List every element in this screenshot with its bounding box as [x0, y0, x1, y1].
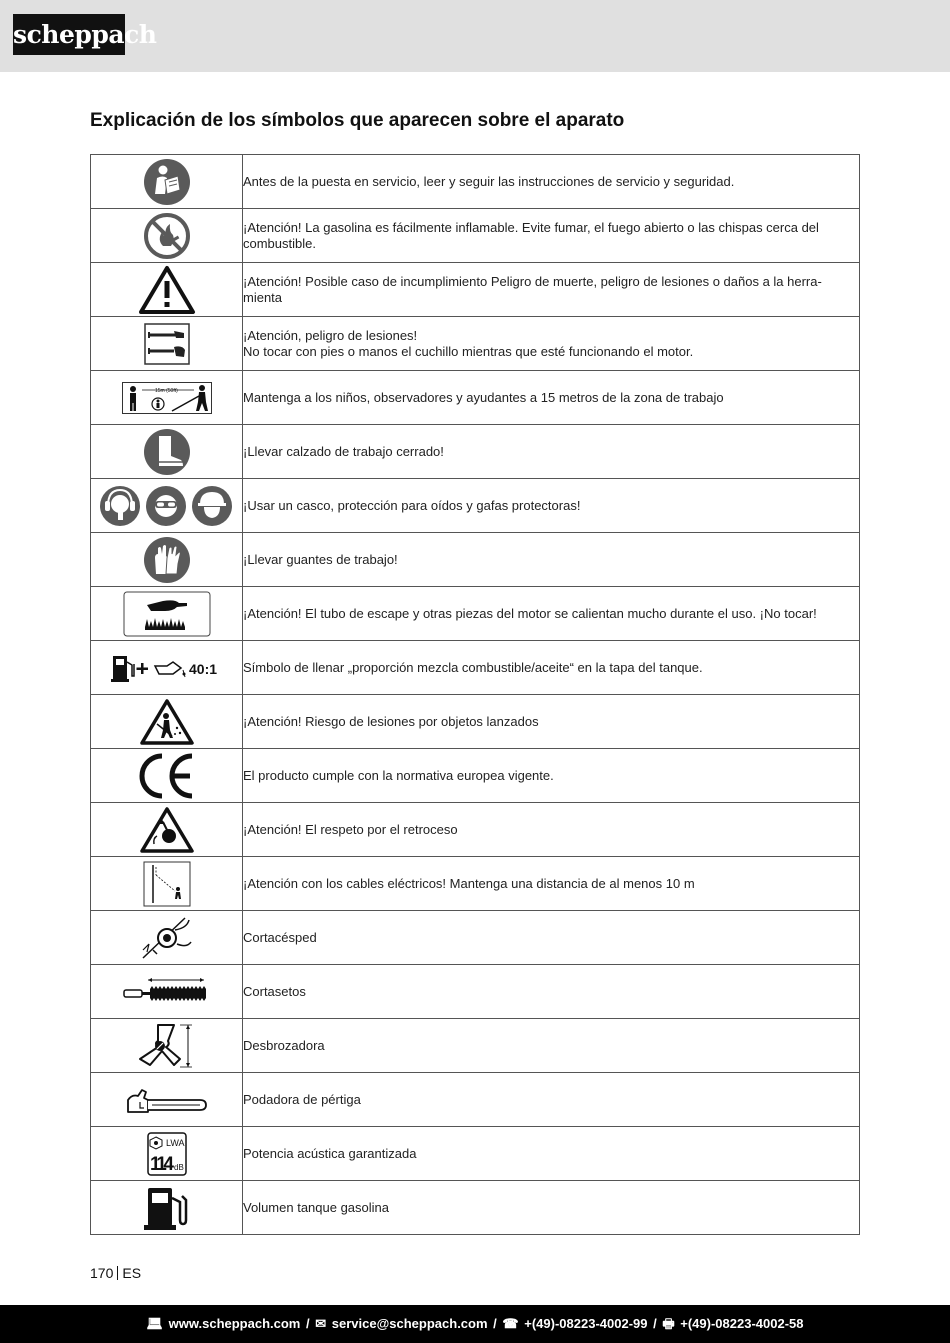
symbol-description: Cortacésped	[243, 911, 860, 965]
page-number-divider	[117, 1266, 118, 1280]
kickback-icon	[139, 806, 195, 854]
symbol-description: ¡Atención! Posible caso de incumplimiento Peligro de muerte, peligro de lesiones o daños a la herra-mienta	[243, 263, 860, 317]
fuel-mix-icon	[111, 652, 223, 684]
table-row	[91, 695, 860, 749]
symbol-description: Símbolo de llenar „proporción mezcla combustible/aceite“ en la tapa del tanque.	[243, 641, 860, 695]
symbol-description: El producto cumple con la normativa europea vigente.	[243, 749, 860, 803]
symbol-description: Antes de la puesta en servicio, leer y seguir las instrucciones de servicio y seguridad.	[243, 155, 860, 209]
table-row	[91, 587, 860, 641]
symbol-description: ¡Atención! El tubo de escape y otras piezas del motor se calientan mucho durante el uso. ¡No tocar!	[243, 587, 860, 641]
symbol-description: ¡Atención! Riesgo de lesiones por objetos lanzados	[243, 695, 860, 749]
email-link[interactable]: service@scheppach.com	[331, 1316, 488, 1331]
ear-eye-head-protection-icon	[99, 484, 235, 528]
footer-separator: /	[653, 1316, 657, 1331]
table-row	[91, 1127, 860, 1181]
sound-level-value: 114	[149, 1153, 174, 1175]
table-row	[91, 965, 860, 1019]
mix-ratio-label: 40:1	[188, 660, 217, 677]
blade-hand-foot-icon	[144, 323, 190, 365]
table-row	[91, 479, 860, 533]
symbol-description: ¡Atención con los cables eléctricos! Mantenga una distancia de al menos 10 m	[243, 857, 860, 911]
power-lines-icon	[143, 861, 191, 907]
table-row	[91, 209, 860, 263]
brush-cutter-blade-icon	[136, 1021, 198, 1071]
fax-icon: 🖶︎	[662, 1316, 675, 1331]
table-row	[91, 1073, 860, 1127]
keep-distance-15m-icon	[122, 382, 212, 414]
table-row	[91, 371, 860, 425]
symbol-description: ¡Llevar guantes de trabajo!	[243, 533, 860, 587]
symbol-description: Mantenga a los niños, observadores y ayudantes a 15 metros de la zona de trabajo	[243, 371, 860, 425]
page-number-value: 170	[90, 1265, 114, 1281]
footer-separator: /	[493, 1316, 497, 1331]
fax-number: +(49)-08223-4002-58	[680, 1316, 804, 1331]
table-row	[91, 749, 860, 803]
language-code: ES	[122, 1265, 142, 1281]
page-title: Explicación de los símbolos que aparecen sobre el aparato	[90, 110, 625, 131]
hot-surface-icon	[123, 591, 211, 637]
symbol-description: Volumen tanque gasolina	[243, 1181, 860, 1235]
computer-icon: 💻︎	[146, 1316, 164, 1331]
fuel-tank-icon	[144, 1184, 190, 1232]
page-number	[90, 1265, 141, 1281]
warning-triangle-icon	[138, 265, 196, 315]
symbol-description: ¡Atención! El respeto por el retroceso	[243, 803, 860, 857]
sound-level-symbol: LWA	[165, 1137, 185, 1148]
thrown-objects-icon	[139, 698, 195, 746]
symbol-description: ¡Atención! La gasolina es fácilmente inflamable. Evite fumar, el fuego abierto o las chispas cerca del combustible.	[243, 209, 860, 263]
sound-power-icon	[147, 1132, 187, 1176]
symbol-description: Potencia acústica garantizada	[243, 1127, 860, 1181]
symbol-description: ¡Atención, peligro de lesiones! No tocar con pies o manos el cuchillo mientras que esté funcionando el motor.	[243, 317, 860, 371]
table-row	[91, 1019, 860, 1073]
sound-level-unit: dB	[173, 1162, 184, 1172]
table-row	[91, 1181, 860, 1235]
header-bar	[0, 0, 950, 72]
table-row	[91, 155, 860, 209]
table-row	[91, 533, 860, 587]
no-fire-icon	[143, 212, 191, 260]
table-row	[91, 317, 860, 371]
gloves-icon	[143, 536, 191, 584]
grass-trimmer-icon	[139, 914, 195, 962]
website-link[interactable]: www.scheppach.com	[168, 1316, 301, 1331]
email-icon: ✉︎	[315, 1316, 327, 1331]
brand-logo: scheppach	[13, 14, 125, 55]
table-row	[91, 641, 860, 695]
footer-separator: /	[306, 1316, 310, 1331]
footer-bar	[0, 1305, 950, 1343]
symbol-description: Cortasetos	[243, 965, 860, 1019]
phone-number[interactable]: +(49)-08223-4002-99	[524, 1316, 648, 1331]
table-row	[91, 911, 860, 965]
hedge-trimmer-icon	[122, 976, 212, 1008]
distance-label: 15m (50ft)	[154, 387, 178, 394]
safety-boot-icon	[143, 428, 191, 476]
read-manual-icon	[143, 158, 191, 206]
symbols-table	[90, 154, 860, 1235]
symbol-description: Podadora de pértiga	[243, 1073, 860, 1127]
table-row	[91, 803, 860, 857]
ce-mark-icon	[136, 752, 198, 800]
symbol-description: ¡Usar un casco, protección para oídos y gafas protectoras!	[243, 479, 860, 533]
table-row	[91, 857, 860, 911]
symbol-description: ¡Llevar calzado de trabajo cerrado!	[243, 425, 860, 479]
symbol-description: Desbrozadora	[243, 1019, 860, 1073]
pole-saw-icon	[124, 1084, 210, 1116]
phone-icon: ☎︎	[502, 1316, 519, 1331]
table-row	[91, 425, 860, 479]
table-row	[91, 263, 860, 317]
